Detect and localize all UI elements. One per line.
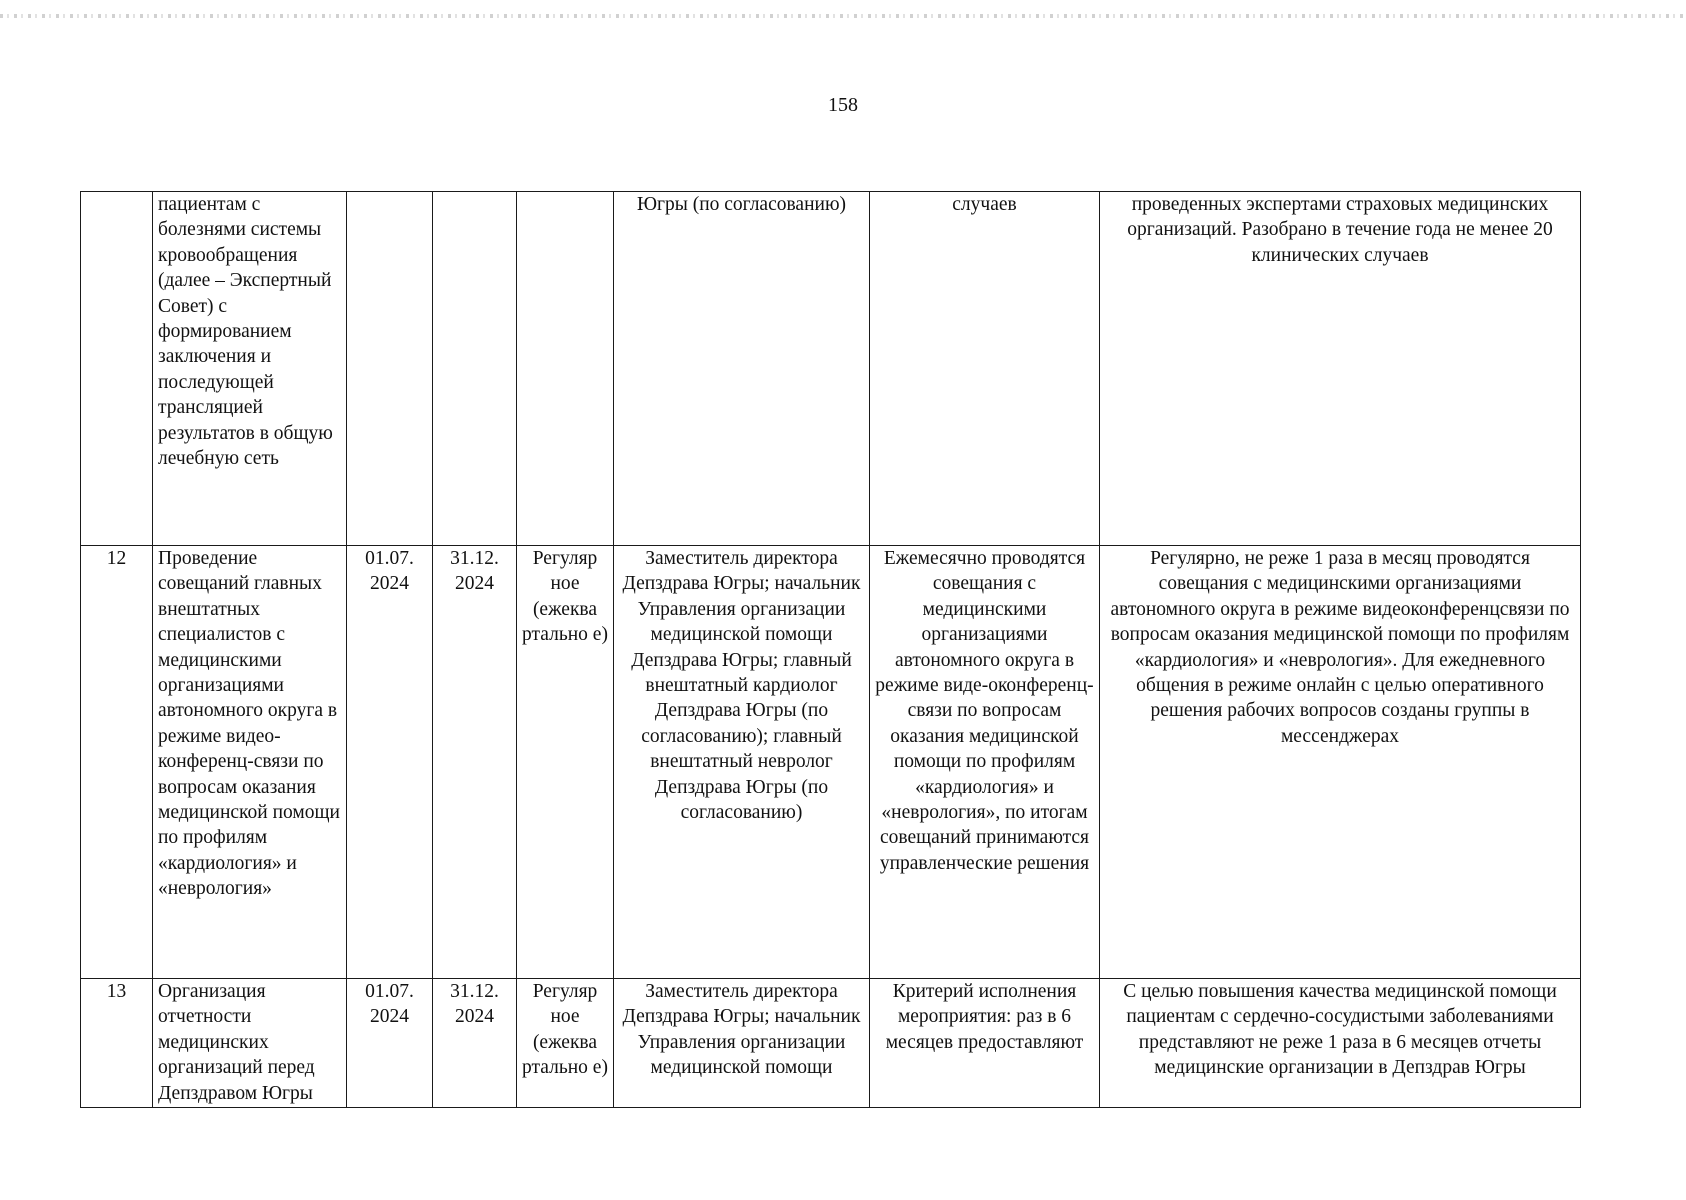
event-type-cell: Регуляр ное (ежеква ртально е) (517, 979, 614, 1108)
result-cell: проведенных экспертами страховых медицинских организаций. Разобрано в течение года не менее 20 клинических случаев (1100, 192, 1581, 546)
event-cell: Проведение совещаний главных внештатных специалистов с медицинскими организациями автономного округа в режиме видео-конференц-связи по вопросам оказания медицинской помощи по профилям «кардиология» и «неврология» (153, 546, 347, 979)
indicator-cell: Ежемесячно проводятся совещания с медицинскими организациями автономного округа в режиме виде-оконференц-связи по вопросам оказания медицинской помощи по профилям «кардиология» и «неврология», по итогам совещаний принимаются управленческие решения (870, 546, 1100, 979)
page-number: 158 (828, 94, 858, 116)
start-date-cell (347, 192, 433, 546)
table-row (81, 192, 1581, 546)
event-cell: пациентам с болезнями системы кровообращения (далее – Экспертный Совет) с формированием заключения и последующей трансляцией результатов в общую лечебную сеть (153, 192, 347, 546)
row-number-cell: 12 (81, 546, 153, 979)
responsible-cell: Заместитель директора Депздрава Югры; начальник Управления организации медицинской помощи Депздрава Югры; главный внештатный кардиолог Депздрава Югры (по согласованию); главный внештатный невролог Депздрава Югры (по согласованию) (614, 546, 870, 979)
end-date-cell: 31.12. 2024 (433, 546, 517, 979)
event-type-cell (517, 192, 614, 546)
indicator-cell: случаев (870, 192, 1100, 546)
end-date-cell: 31.12. 2024 (433, 979, 517, 1108)
start-date-cell: 01.07. 2024 (347, 546, 433, 979)
responsible-cell: Заместитель директора Депздрава Югры; начальник Управления организации медицинской помощи (614, 979, 870, 1108)
start-date-cell: 01.07. 2024 (347, 979, 433, 1108)
row-number-cell (81, 192, 153, 546)
row-number-cell: 13 (81, 979, 153, 1108)
scan-edge-artifact (0, 14, 1686, 18)
event-type-cell: Регуляр ное (ежеква ртально е) (517, 546, 614, 979)
table-row (81, 546, 1581, 979)
result-cell: Регулярно, не реже 1 раза в месяц проводятся совещания с медицинскими организациями автономного округа в режиме видеоконференцсвязи по вопросам оказания медицинской помощи по профилям «кардиология» и «неврология». Для ежедневного общения в режиме онлайн с целью оперативного решения рабочих вопросов созданы группы в мессенджерах (1100, 546, 1581, 979)
result-cell: С целью повышения качества медицинской помощи пациентам с сердечно-сосудистыми заболеваниями представляют не реже 1 раза в 6 месяцев отчеты медицинские организации в Депздрав Югры (1100, 979, 1581, 1108)
measures-table (80, 191, 1581, 1108)
responsible-cell: Югры (по согласованию) (614, 192, 870, 546)
event-cell: Организация отчетности медицинских организаций перед Депздравом Югры (153, 979, 347, 1108)
table-row (81, 979, 1581, 1108)
end-date-cell (433, 192, 517, 546)
indicator-cell: Критерий исполнения мероприятия: раз в 6 месяцев предоставляют (870, 979, 1100, 1108)
